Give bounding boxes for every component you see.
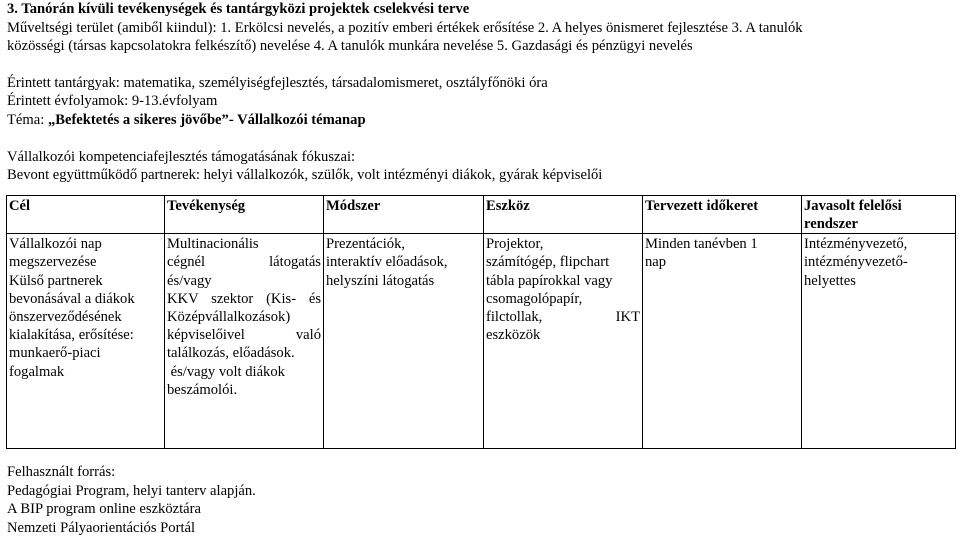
table-row — [7, 234, 956, 449]
action-plan-table — [6, 195, 956, 449]
subjects-line: Érintett tantárgyak: matematika, személyiségfejlesztés, társadalomismeret, osztályfőnöki óra — [7, 74, 548, 91]
cell-tevekenyseg: Multinacionális cégnél látogatás és/vagy KKV szektor (Kis- és Középvállalkozások) képviselőivel való találkozás, előadások. és/vagy volt diákok beszámolói. — [165, 234, 324, 449]
focus-line: Vállalkozói kompetenciafejlesztés támogatásának fókuszai: — [7, 148, 356, 165]
header-tevekenyseg: Tevékenység — [165, 195, 324, 233]
cell-cel: Vállalkozói nap megszervezése Külső partnerek bevonásával a diákok önszerveződésének kialakítása, erősítése: munkaerő-piaci fogalmak — [7, 234, 165, 449]
source-item: Pedagógiai Program, helyi tanterv alapján. — [7, 482, 256, 499]
header-felelos: Javasolt felelősi rendszer — [802, 195, 956, 233]
area-line-1: Műveltségi terület (amiből kiindul): 1. Erkölcsi nevelés, a pozitív emberi értékek erősítése 2. A helyes önismeret fejlesztése 3. A tanulók — [7, 19, 803, 36]
topic-line — [7, 111, 954, 130]
grades-line: Érintett évfolyamok: 9-13.évfolyam — [7, 93, 218, 110]
partners-line: Bevont együttműködő partnerek: helyi vállalkozók, szülők, volt intézményi diákok, gyárak képviselői — [7, 167, 603, 184]
header-modszer: Módszer — [324, 195, 484, 233]
sources-title: Felhasznált forrás: — [7, 464, 116, 481]
source-item: Nemzeti Pályaorientációs Portál — [7, 519, 196, 536]
area-line-2: közösségi (társas kapcsolatokra felkészítő) nevelése 4. A tanulók munkára nevelése 5. Gazdasági és pénzügyi nevelés — [7, 38, 693, 55]
section-heading: 3. Tanórán kívüli tevékenységek és tantárgyközi projektek cselekvési terve — [7, 1, 470, 17]
topic-title: „Befektetés a sikeres jövőbe”- Vállalkozói témanap — [47, 111, 366, 128]
cell-idokeret: Minden tanévben 1 nap — [643, 234, 802, 449]
table-header-row — [7, 195, 956, 233]
sources-block — [7, 463, 954, 537]
header-cel: Cél — [7, 195, 165, 233]
cell-modszer: Prezentációk, interaktív előadások, helyszíni látogatás — [324, 234, 484, 449]
header-eszkoz: Eszköz — [484, 195, 643, 233]
source-item: A BIP program online eszköztára — [7, 501, 201, 518]
cell-felelos: Intézményvezető, intézményvezető- helyettes — [802, 234, 956, 449]
topic-prefix: Téma: — [7, 111, 48, 128]
header-idokeret: Tervezett időkeret — [643, 195, 802, 233]
cell-eszkoz: Projektor, számítógép, flipchart tábla papírokkal vagy csomagolópapír, filctollak, IKT eszközök — [484, 234, 643, 449]
